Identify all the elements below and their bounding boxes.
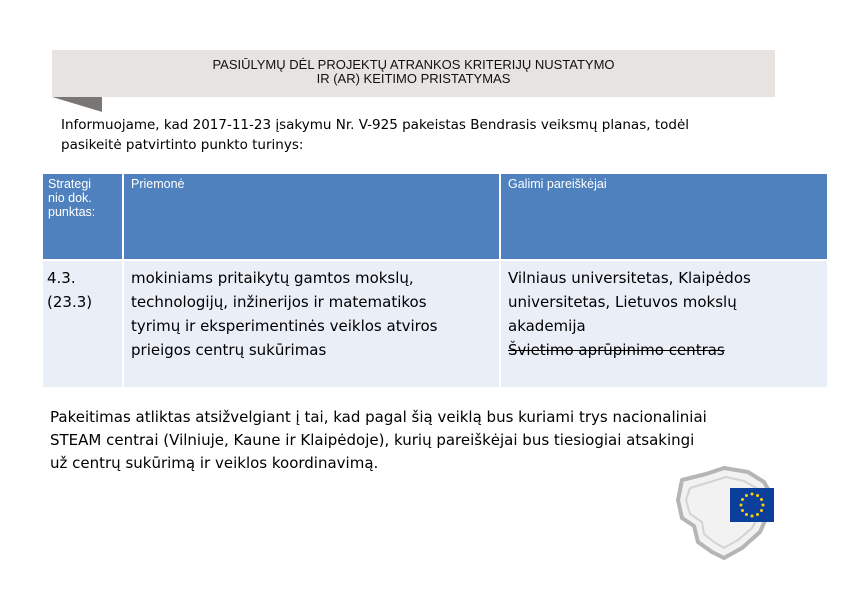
eu-star-icon <box>745 494 748 497</box>
eu-star-icon <box>760 509 763 512</box>
header-strategy-point <box>43 174 123 260</box>
intro-line: Informuojame, kad 2017-11-23 įsakymu Nr. V-925 pakeistas Bendrasis veiksmų planas, todėl <box>61 117 689 133</box>
header-text: Strategi <box>48 177 92 191</box>
header-applicants <box>500 174 827 260</box>
header-text: Priemonė <box>131 177 185 191</box>
table-row <box>43 260 827 387</box>
eu-star-icon <box>756 513 759 516</box>
eu-star-icon <box>760 498 763 501</box>
header-text: punktas: <box>48 205 96 219</box>
criteria-table <box>43 174 827 387</box>
cell-text: tyrimų ir eksperimentinės veiklos atviros <box>131 317 438 335</box>
eu-star-icon <box>751 515 754 518</box>
eu-star-icon <box>741 498 744 501</box>
cell-text: mokiniams pritaikytų gamtos mokslų, <box>131 269 414 287</box>
page-title-line2: IR (AR) KEITIMO PRISTATYMAS <box>316 71 511 86</box>
cell-applicants <box>500 260 827 387</box>
header-text: nio dok. <box>48 191 92 205</box>
eu-star-icon <box>745 513 748 516</box>
note-line: Pakeitimas atliktas atsižvelgiant į tai, kad pagal šią veiklą bus kuriami trys nacionaliniai <box>50 408 707 426</box>
lithuania-map-eu-flag-icon <box>672 462 782 566</box>
cell-text: 4.3. <box>47 269 76 287</box>
cell-strategy-point <box>43 260 123 387</box>
eu-star-icon <box>756 494 759 497</box>
cell-text: technologijų, inžinerijos ir matematikos <box>131 293 427 311</box>
note-line: už centrų sukūrimą ir veiklos koordinavimą. <box>50 454 379 472</box>
intro-text <box>61 115 781 155</box>
cell-text: prieigos centrų sukūrimas <box>131 341 327 359</box>
header-measure <box>123 174 500 260</box>
cell-text: akademija <box>508 317 586 335</box>
eu-star-icon <box>751 493 754 496</box>
cell-measure <box>123 260 500 387</box>
struck-applicant: Švietimo aprūpinimo centras <box>508 341 725 359</box>
cell-text: Vilniaus universitetas, Klaipėdos <box>508 269 751 287</box>
eu-star-icon <box>741 509 744 512</box>
cell-text: (23.3) <box>47 293 93 311</box>
note-line: STEAM centrai (Vilniuje, Kaune ir Klaipėdoje), kurių pareiškėjai bus tiesiogiai atsakingi <box>50 431 695 449</box>
eu-star-icon <box>740 504 743 507</box>
cell-text: universitetas, Lietuvos mokslų <box>508 293 737 311</box>
eu-star-icon <box>762 504 765 507</box>
page-fold-icon <box>52 97 102 112</box>
page-title: PASIŪLYMŲ DĖL PROJEKTŲ ATRANKOS KRITERIJŲ NUSTATYMO <box>212 57 615 72</box>
intro-line: pasikeitė patvirtinto punkto turinys: <box>61 137 304 153</box>
table-header-row <box>43 174 827 260</box>
header-text: Galimi pareiškėjai <box>508 177 607 191</box>
